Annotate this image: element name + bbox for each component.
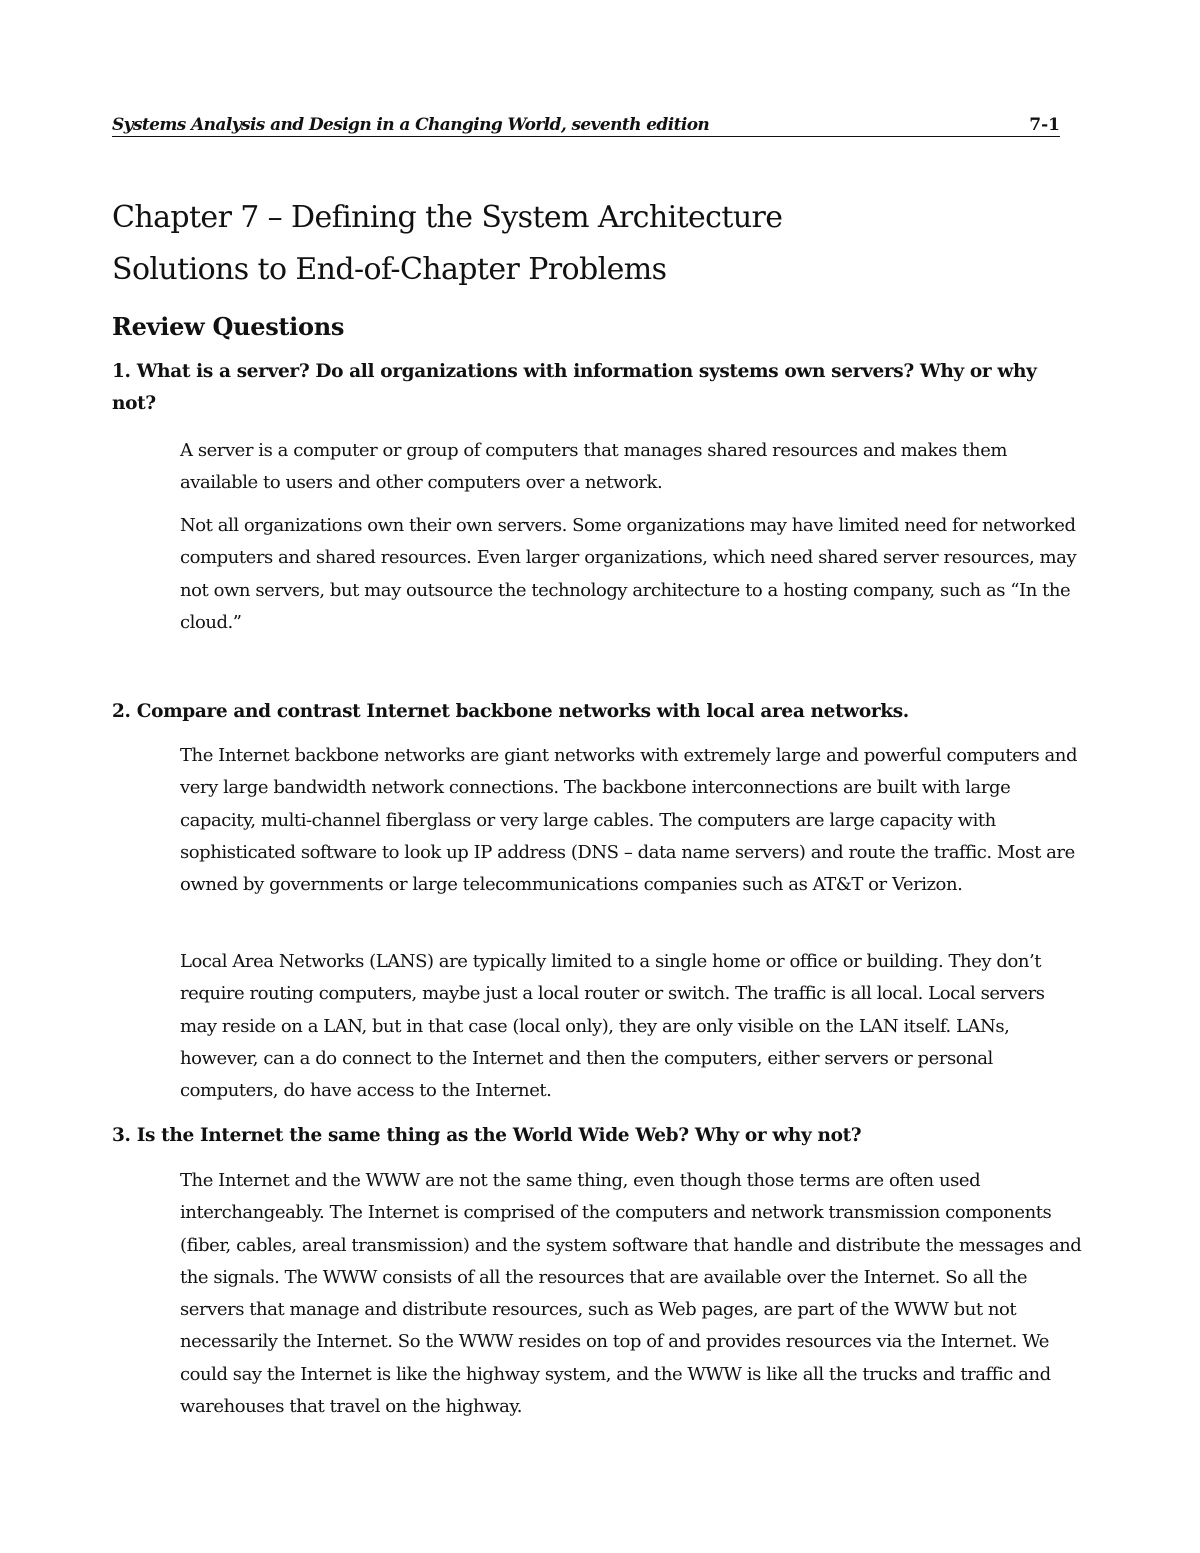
question-2: 2. Compare and contrast Internet backbone networks with local area networks.: [112, 701, 909, 722]
page-number: 7-1: [1029, 115, 1060, 135]
question-1: 1. What is a server? Do all organizations with information systems own servers? Why or why not?: [112, 361, 1037, 414]
answer-1-paragraph-1: A server is a computer or group of computers that manages shared resources and makes them available to users and other computers over a network.: [180, 440, 1008, 494]
answer-2-paragraph-2: Local Area Networks (LANS) are typically limited to a single home or office or building. They don’t require routing computers, maybe just a local router or switch. The traffic is all local. Local servers may reside on a LAN, but in that case (local only), they are only visible on the LAN itself. LANs, however, can a do connect to the Internet and then the computers, either servers or personal computers, do have access to the Internet.: [180, 951, 1045, 1102]
question-3: 3. Is the Internet the same thing as the World Wide Web? Why or why not?: [112, 1125, 862, 1146]
chapter-title-line2: Solutions to End-of-Chapter Problems: [112, 252, 667, 287]
chapter-title: [112, 192, 782, 296]
answer-3-paragraph-1: The Internet and the WWW are not the same thing, even though those terms are often used interchangeably. The Internet is comprised of the computers and network transmission components (fiber, cables, areal transmission) and the system software that handle and distribute the messages and the signals. The WWW consists of all the resources that are available over the Internet. So all the servers that manage and distribute resources, such as Web pages, are part of the WWW but not necessarily the Internet. So the WWW resides on top of and provides resources via the Internet. We could say the Internet is like the highway system, and the WWW is like all the trucks and traffic and warehouses that travel on the highway.: [180, 1170, 1082, 1418]
answer-2-paragraph-1: The Internet backbone networks are giant networks with extremely large and powerful computers and very large bandwidth network connections. The backbone interconnections are built with large capacity, multi-channel fiberglass or very large cables. The computers are large capacity with sophisticated software to look up IP address (DNS – data name servers) and route the traffic. Most are owned by governments or large telecommunications companies such as AT&T or Verizon.: [180, 745, 1078, 896]
chapter-title-line1: Chapter 7 – Defining the System Architecture: [112, 200, 783, 235]
section-heading: Review Questions: [112, 312, 345, 341]
answer-1-paragraph-2: Not all organizations own their own servers. Some organizations may have limited need for networked computers and shared resources. Even larger organizations, which need shared server resources, may not own servers, but may outsource the technology architecture to a hosting company, such as “In the cloud.”: [180, 515, 1077, 633]
running-header: [112, 110, 1060, 137]
book-title: Systems Analysis and Design in a Changing World, seventh edition: [112, 115, 710, 135]
